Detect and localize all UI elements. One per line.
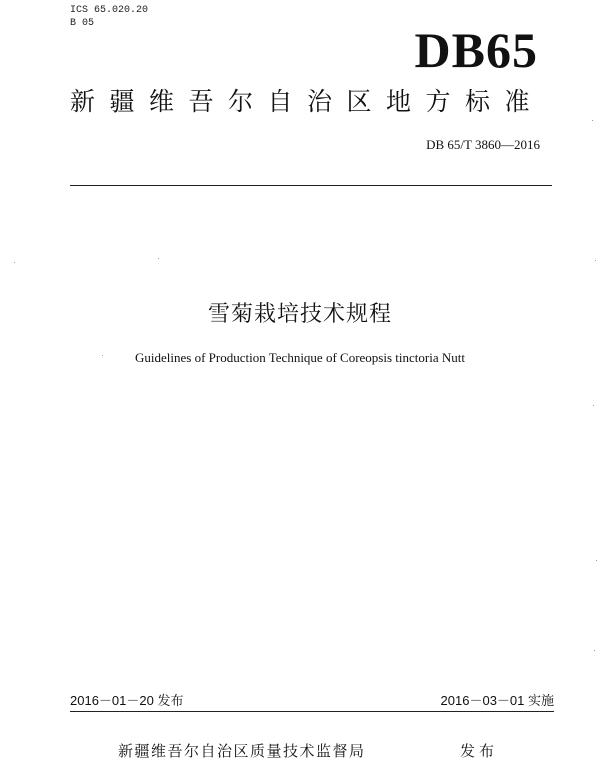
issue-date: 2016－01－20 发布	[70, 693, 184, 708]
scan-speck	[158, 258, 159, 259]
implementation-date: 2016－03－01 实施	[440, 693, 554, 708]
scan-speck	[14, 262, 15, 263]
scan-speck	[592, 120, 593, 121]
header-divider	[70, 185, 552, 186]
footer-divider	[70, 711, 554, 712]
publish-label: 发布	[460, 742, 499, 760]
ccs-code: B 05	[70, 18, 95, 29]
scan-speck	[102, 355, 103, 356]
classification-codes	[70, 4, 148, 30]
ics-code: ICS 65.020.20	[70, 5, 149, 16]
scan-speck	[593, 405, 594, 406]
standard-code: DB65	[414, 22, 538, 78]
document-title-english: Guidelines of Production Technique of Coreopsis tinctoria Nutt	[135, 350, 465, 365]
publisher-name: 新疆维吾尔自治区质量技术监督局	[118, 742, 366, 760]
standard-number: DB 65/T 3860—2016	[426, 137, 540, 152]
standard-type-heading: 新疆维吾尔自治区地方标准	[70, 87, 545, 116]
scan-speck	[594, 650, 595, 651]
scan-speck	[595, 260, 596, 261]
document-title-chinese: 雪菊栽培技术规程	[207, 302, 392, 327]
scan-speck	[596, 560, 597, 561]
